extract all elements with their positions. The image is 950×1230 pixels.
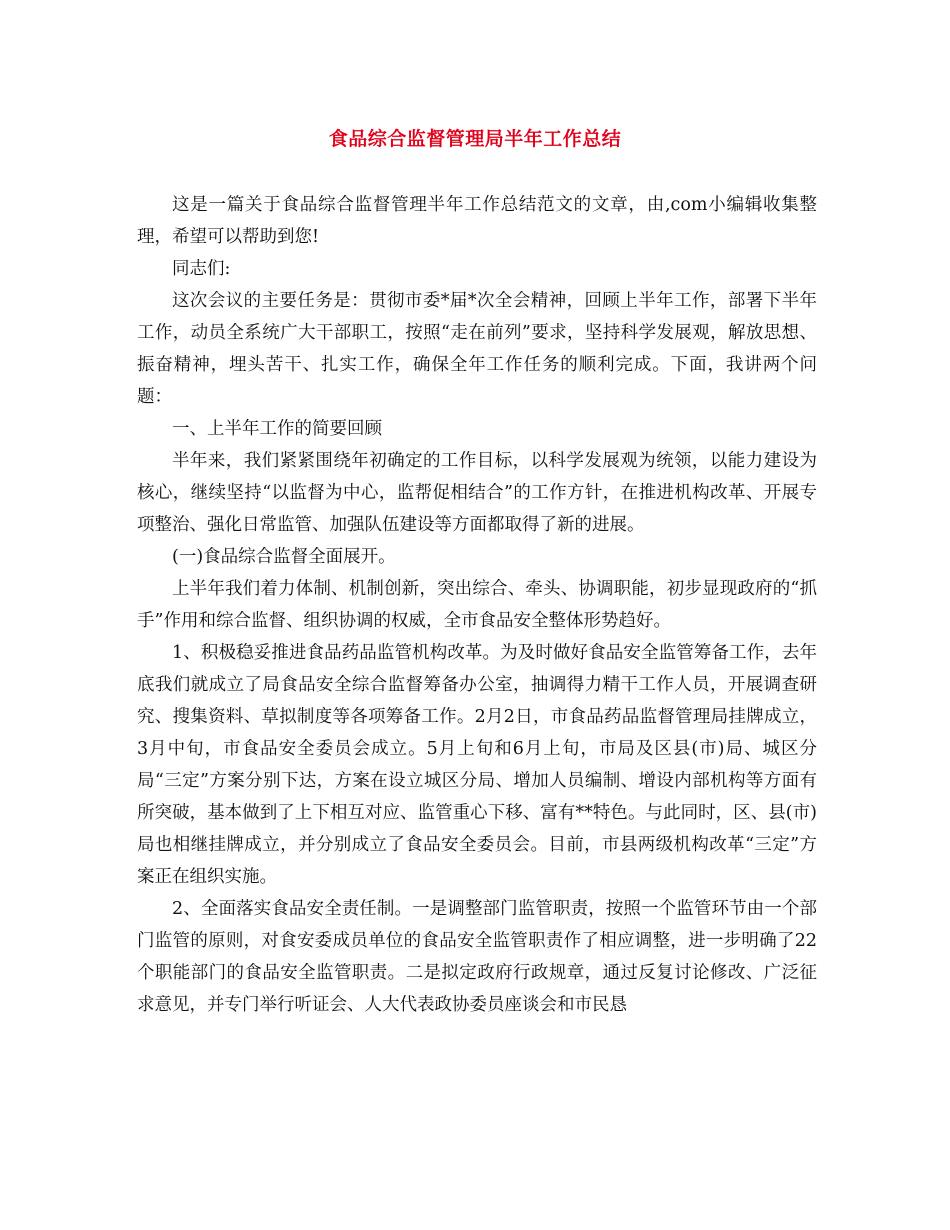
- document-body: [137, 189, 817, 1021]
- section-heading-review: 一、上半年工作的简要回顾: [172, 419, 382, 439]
- paragraph-item-1-reform: 1、积极稳妥推进食品药品监管机构改革。为及时做好食品安全监管筹备工作，去年底我们就成立了局食品安全综合监督筹备办公室，抽调得力精干工作人员，开展调查研究、搜集资料、草拟制度等各项筹备工作。2月2日，市食品药品监督管理局挂牌成立，3月中旬，市食品安全委员会成立。5月上旬和6月上旬，市局及区县(市)局、城区分局“三定”方案分别下达，方案在设立城区分局、增加人员编制、增设内部机构等方面有所突破，基本做到了上下相互对应、监管重心下移、富有**特色。与此同时，区、县(市)局也相继挂牌成立，并分别成立了食品安全委员会。目前，市县两级机构改革“三定”方案正在组织实施。: [137, 643, 817, 887]
- paragraph-salutation: 同志们:: [172, 259, 231, 279]
- paragraph-half-year-overview: 半年来，我们紧紧围绕年初确定的工作目标，以科学发展观为统领，以能力建设为核心，继续坚持“以监督为中心，监帮促相结合”的工作方针，在推进机构改革、开展专项整治、强化日常监管、加强队伍建设等方面都取得了新的进展。: [137, 451, 817, 535]
- document-title: 食品综合监督管理局半年工作总结: [328, 128, 622, 150]
- paragraph-innovation: 上半年我们着力体制、机制创新，突出综合、牵头、协调职能，初步显现政府的“抓手”作用和综合监督、组织协调的权威，全市食品安全整体形势趋好。: [137, 579, 817, 631]
- paragraph-intro: 这是一篇关于食品综合监督管理半年工作总结范文的文章，由,com小编辑收集整理，希望可以帮助到您!: [137, 195, 817, 247]
- paragraph-item-2-responsibility: 2、全面落实食品安全责任制。一是调整部门监管职责，按照一个监管环节由一个部门监管的原则，对食安委成员单位的食品安全监管职责作了相应调整，进一步明确了22个职能部门的食品安全监管职责。二是拟定政府行政规章，通过反复讨论修改、广泛征求意见，并专门举行听证会、人大代表政协委员座谈会和市民恳: [137, 899, 817, 1015]
- subsection-heading-food-supervision: (一)食品综合监督全面展开。: [172, 547, 396, 567]
- paragraph-meeting-task: 这次会议的主要任务是：贯彻市委*届*次全会精神，回顾上半年工作，部署下半年工作，动员全系统广大干部职工，按照“走在前列”要求，坚持科学发展观，解放思想、振奋精神，埋头苦干、扎实工作，确保全年工作任务的顺利完成。下面，我讲两个问题：: [137, 291, 817, 407]
